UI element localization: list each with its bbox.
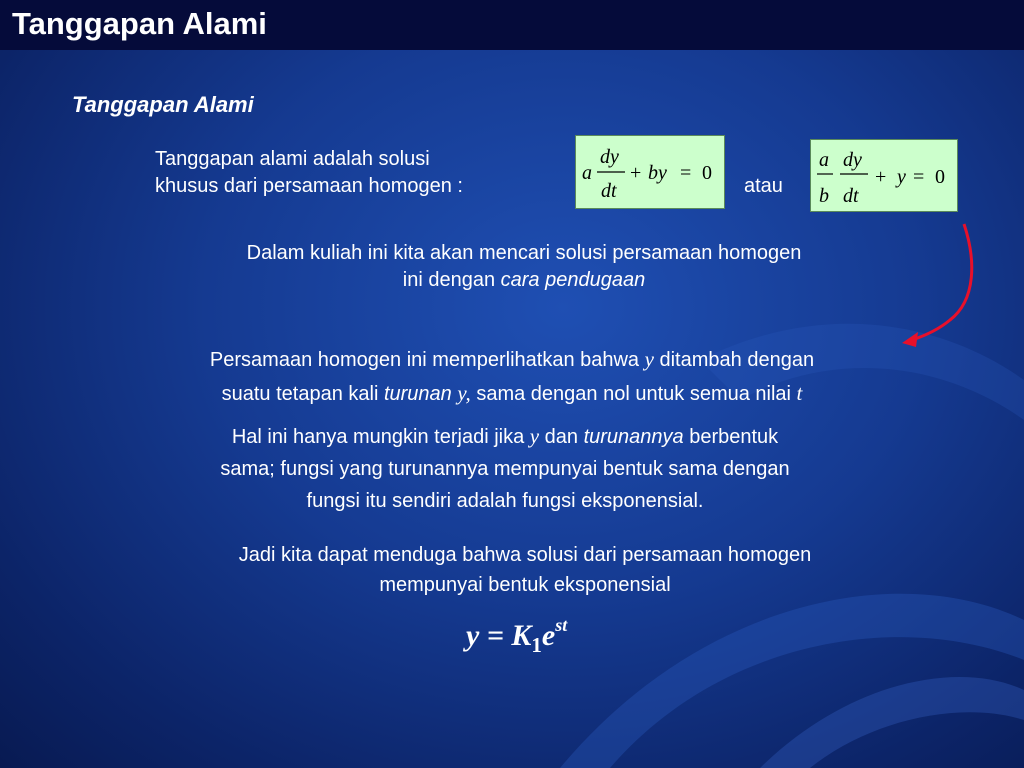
paragraph-4 (120, 540, 930, 600)
para2-l1-pre: Persamaan homogen ini memperlihatkan bahwa (209, 349, 645, 371)
final-equation (466, 615, 567, 658)
section-heading: Tanggapan Alami (72, 92, 254, 117)
eq1-zero: 0 (702, 162, 712, 184)
intro-line-2: khusus dari persamaan homogen : (155, 175, 463, 197)
para2-line-2 (100, 377, 924, 411)
final-eq-base: e (541, 619, 556, 652)
eq2-plus: + (875, 166, 887, 188)
para1-line-1: Dalam kuliah ini kita akan mencari solusi persamaan homogen (246, 242, 802, 264)
equation-box-1 (575, 135, 725, 209)
paragraph-1 (150, 240, 898, 294)
para2-l2-var2: t (796, 381, 803, 405)
final-eq-subscript: 1 (531, 633, 542, 657)
eq1-term-by: by (648, 162, 667, 184)
para3-line-3: fungsi itu sendiri adalah fungsi eksponensial. (306, 490, 704, 512)
slide-title: Tanggapan Alami (12, 6, 267, 41)
para3-line-1 (100, 420, 910, 453)
intro-text (155, 146, 463, 200)
eq1-numerator: dy (600, 146, 619, 168)
para1-line2-text: ini dengan (402, 269, 501, 291)
eq1-coef-a: a (582, 162, 592, 184)
eq1-denominator: dt (601, 180, 617, 202)
title-bar (0, 0, 1024, 50)
eq2-denominator-b: b (819, 185, 829, 207)
para3-l1-post: berbentuk (683, 426, 779, 448)
para2-l1-post: ditambah dengan (653, 349, 815, 371)
or-label: atau (744, 175, 783, 197)
final-eq-lhs: y = K (466, 619, 532, 652)
eq2-equals: = (913, 166, 925, 188)
paragraph-3 (100, 420, 910, 517)
para3-l1-var: y (529, 424, 540, 448)
eq2-denominator-dt: dt (843, 185, 859, 207)
eq2-term-y: y (897, 166, 906, 188)
para2-l2-post: sama dengan nol untuk semua nilai (470, 383, 797, 405)
final-eq-exponent: st (555, 615, 568, 635)
red-arrow (890, 220, 980, 360)
para3-l1-mid: dan (539, 426, 584, 448)
para3-l1-italic: turunannya (583, 426, 684, 448)
para2-l2-pre: suatu tetapan kali (221, 383, 384, 405)
para2-l1-var: y (644, 347, 654, 371)
para1-line2-italic: cara pendugaan (500, 269, 646, 291)
eq1-equals: = (680, 162, 692, 184)
para2-line-1 (100, 343, 924, 377)
para3-l1-pre: Hal ini hanya mungkin terjadi jika (231, 426, 530, 448)
eq2-zero: 0 (935, 166, 945, 188)
para4-line-1: Jadi kita dapat menduga bahwa solusi dari persamaan homogen (238, 544, 812, 566)
eq2-numerator-a: a (819, 149, 829, 171)
equation-box-2 (810, 139, 958, 212)
eq2-numerator-dy: dy (843, 149, 862, 171)
para2-l2-var: y, (457, 381, 471, 405)
para3-line-2: sama; fungsi yang turunannya mempunyai bentuk sama dengan (220, 458, 790, 480)
para4-line-2: mempunyai bentuk eksponensial (379, 574, 671, 596)
paragraph-2 (100, 343, 924, 411)
para2-l2-italic: turunan (383, 383, 452, 405)
para1-line-2 (150, 267, 898, 294)
intro-line-1: Tanggapan alami adalah solusi (155, 148, 430, 170)
eq1-plus: + (630, 162, 642, 184)
